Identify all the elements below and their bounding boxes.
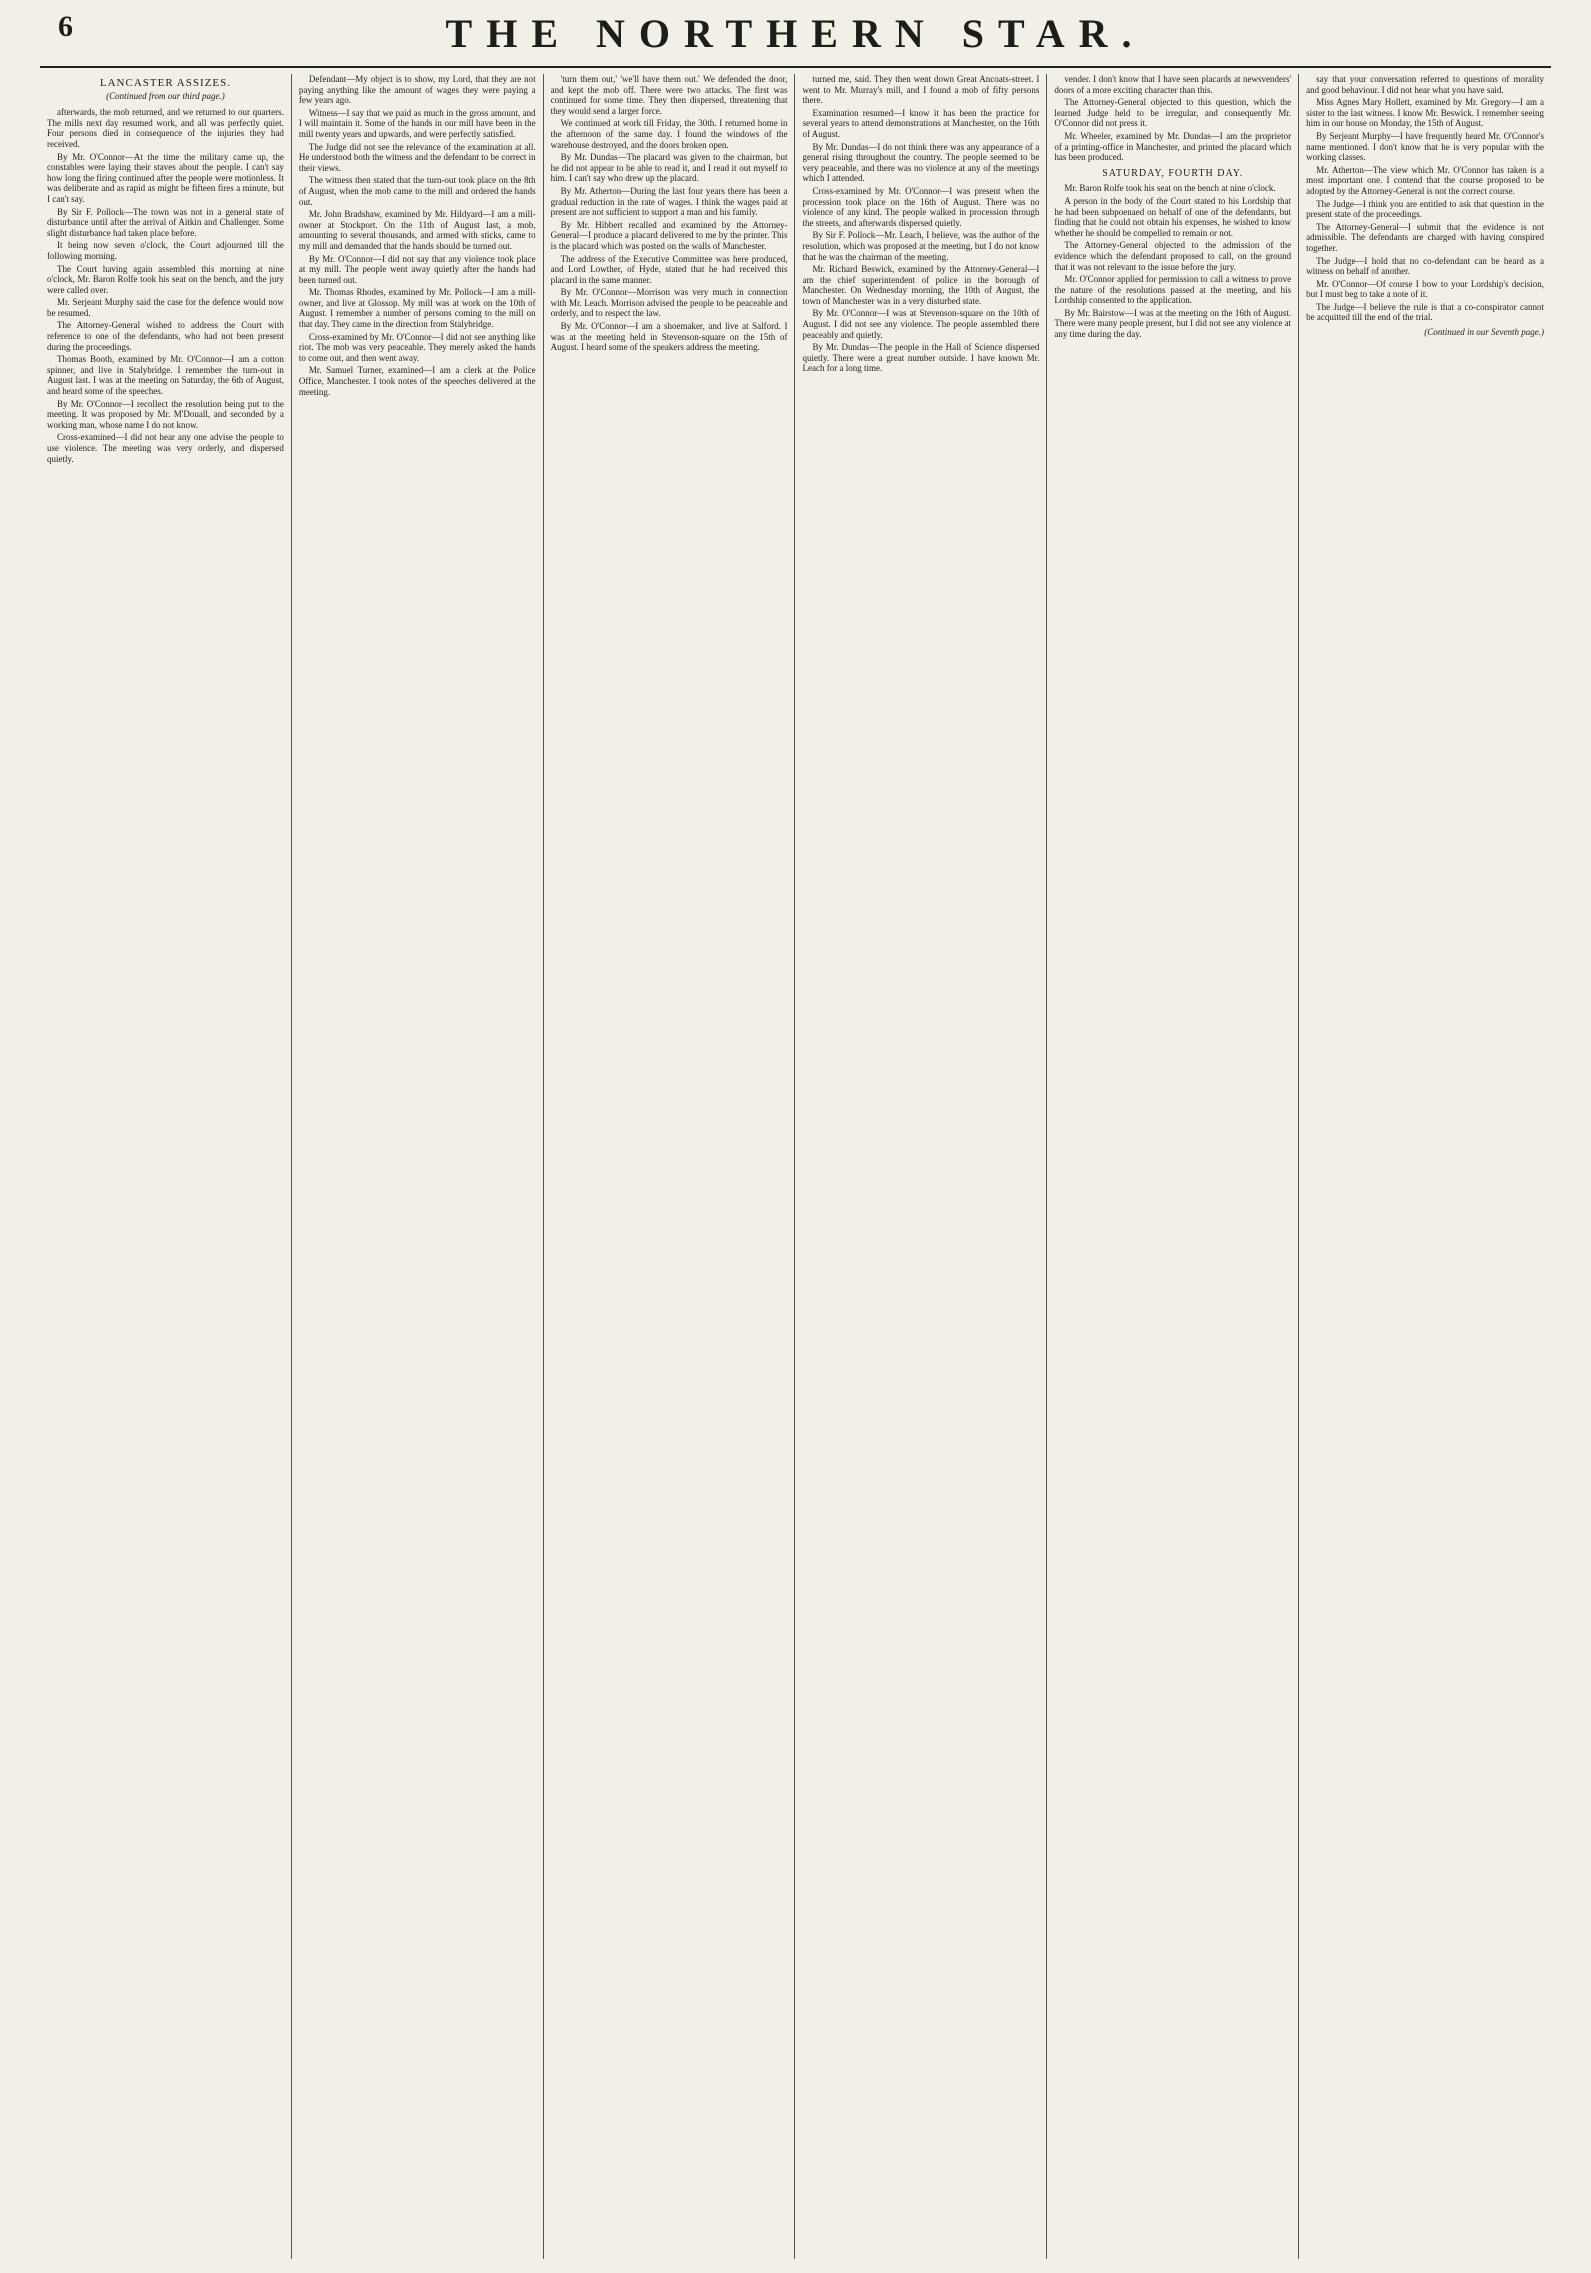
paragraph: By Mr. Dundas—The people in the Hall of Science dispersed quietly. There were a great number outside. I have known Mr. Leach for a long time. — [802, 342, 1040, 374]
article-heading: LANCASTER ASSIZES. — [99, 77, 231, 89]
paragraph: The Judge—I think you are entitled to ask that question in the present state of the proceedings. — [1306, 198, 1544, 220]
column-2 — [292, 74, 544, 2259]
column-5 — [1047, 74, 1299, 2259]
paragraph: By Mr. Dundas—The placard was given to the chairman, but he did not appear to be able to read it, and I read it out myself to him. I can't say who drew up the placard. — [550, 152, 788, 184]
paragraph: Mr. O'Connor—Of course I bow to your Lordship's decision, but I must beg to take a note of it. — [1306, 278, 1544, 300]
paragraph: By Mr. O'Connor—I recollect the resolution being put to the meeting. It was proposed by Mr. M'Douall, and seconded by a working man, whose name I do not know. — [47, 398, 284, 430]
paragraph: By Serjeant Murphy—I have frequently heard Mr. O'Connor's name mentioned. I don't know that he is very popular with the working classes. — [1306, 130, 1544, 163]
paragraph: The Attorney-General—I submit that the evidence is not admissible. The defendants are charged with having conspired together. — [1306, 221, 1544, 253]
paragraph: By Mr. O'Connor—I am a shoemaker, and live at Salford. I was at the meeting held in Stevenson-square on the 15th of August. I heard some of the speakers address the meeting. — [550, 321, 788, 353]
paragraphs — [1306, 74, 1544, 323]
paragraph: Witness—I say that we paid as much in the gross amount, and I will maintain it. Some of the hands in our mill have been in the mill twenty years and upwards, and were perfectly satisfied. — [298, 107, 536, 139]
paragraph: Mr. Serjeant Murphy said the case for the defence would now be resumed. — [47, 297, 284, 318]
paragraph: By Sir F. Pollock—The town was not in a general state of disturbance until after the arrival of Aitkin and Challenger. Some slight disturbance had taken place before. — [47, 206, 284, 238]
paragraph: Mr. John Bradshaw, examined by Mr. Hildyard—I am a mill-owner at Stockport. On the 11th of August last, a mob, amounting to several thousands, and armed with sticks, came to my mill and demanded that the hands should be turned out. — [298, 209, 536, 251]
paragraph: Cross-examined—I did not hear any one advise the people to use violence. The meeting was very orderly, and dispersed quietly. — [47, 432, 284, 464]
paragraph: By Mr. Bairstow—I was at the meeting on the 16th of August. There were many people present, but I did not see any violence at any time during the day. — [1054, 307, 1292, 340]
paragraphs — [551, 74, 788, 353]
paragraph: The Judge—I believe the rule is that a co-conspirator cannot be acquitted till the end of the trial. — [1306, 301, 1544, 323]
paragraph: Cross-examined by Mr. O'Connor—I was present when the procession took place on the 16th of August. There was no violence of any kind. The people walked in procession through the streets, and afterwards dispersed quietly. — [802, 185, 1040, 228]
masthead — [0, 0, 1591, 70]
paragraph: By Mr. O'Connor—I did not say that any violence took place at my mill. The people went away quietly after the hands had been turned out. — [298, 253, 536, 285]
paragraph: The Attorney-General objected to this question, which the learned Judge held to be irregular, and consequently Mr. O'Connor did not press it. — [1054, 97, 1292, 129]
paragraph: Mr. Samuel Turner, examined—I am a clerk at the Police Office, Manchester. I took notes of the speeches delivered at the meeting. — [298, 365, 536, 397]
paragraph: The witness then stated that the turn-out took place on the 8th of August, when the mob came to the mill and ordered the hands out. — [298, 175, 536, 207]
paragraph: The Judge did not see the relevance of the examination at all. He understood both the witness and the defendant to be correct in their views. — [298, 141, 536, 173]
text-columns — [40, 74, 1551, 2259]
paragraph: Mr. Thomas Rhodes, examined by Mr. Pollock—I am a mill-owner, and live at Glossop. My mill was at work on the 10th of August. I remember a number of persons coming to the mill on that day. They came in the direction from Stalybridge. — [298, 287, 536, 330]
continued-note: (Continued in our Seventh page.) — [1424, 327, 1544, 338]
paragraph: A person in the body of the Court stated to his Lordship that he had been subpoenaed on behalf of one of the defendants, but finding that he could not obtain his expenses, he wished to know whether he should be compelled to remain or not. — [1054, 195, 1292, 238]
paragraph: The Attorney-General wished to address the Court with reference to one of the defendants, who had not been present during the proceedings. — [47, 320, 284, 352]
paragraph: Defendant—My object is to show, my Lord, that they are not paying anything like the amount of wages they were paying a few years ago. — [298, 74, 536, 106]
paragraph: Cross-examined by Mr. O'Connor—I did not see anything like riot. The mob was very peaceable. They merely asked the hands to come out, and then went away. — [298, 331, 536, 363]
masthead-rule — [40, 66, 1551, 68]
newspaper-title: THE NORTHERN STAR. — [445, 11, 1146, 56]
column-4 — [795, 74, 1047, 2259]
column-3 — [544, 74, 796, 2259]
paragraph: Mr. O'Connor applied for permission to call a witness to prove the nature of the resolutions passed at the meeting, and his Lordship consented to the application. — [1054, 274, 1292, 306]
paragraph: By Mr. Atherton—During the last four years there has been a gradual reduction in the rate of wages. I think the wages paid at present are not sufficient to support a man and his family. — [550, 185, 788, 218]
column-6 — [1299, 74, 1551, 2259]
paragraph: By Mr. O'Connor—At the time the military came up, the constables were laying their staves about the people. I can't say how long the firing continued after the people were motionless. It was deliberate and as rapid as might be fifteen fires a minute, but I can't say. — [47, 151, 284, 204]
paragraphs — [47, 107, 284, 464]
paragraph: By Mr. Dundas—I do not think there was any appearance of a general rising throughout the country. The people seemed to be very peaceable, and there was no violence at any of the meetings which I attended. — [802, 141, 1040, 184]
paragraph: Miss Agnes Mary Hollett, examined by Mr. Gregory—I am a sister to the last witness. I know Mr. Beswick. I remember seeing him in our house on Monday, the 15th of August. — [1306, 97, 1544, 129]
paragraph: Mr. Atherton—The view which Mr. O'Connor has taken is a most important one. I contend that the course proposed to be adopted by the Attorney-General is not the correct course. — [1306, 164, 1544, 196]
paragraph: The Judge—I hold that no co-defendant can be heard as a witness on behalf of another. — [1306, 255, 1544, 277]
paragraph: afterwards, the mob returned, and we returned to our quarters. The mills next day resumed work, and all was perfectly quiet. Four persons died in consequence of the injuries they had received. — [47, 107, 284, 149]
paragraph: say that your conversation referred to questions of morality and good behaviour. I did not hear what you have said. — [1306, 74, 1544, 95]
paragraph: By Mr. Hibbert recalled and examined by the Attorney-General—I produce a placard delivered to me by the printer. This is the placard which was posted on the walls of Manchester. — [550, 219, 788, 251]
paragraph: We continued at work till Friday, the 30th. I returned home in the afternoon of the same day. I found the windows of the warehouse destroyed, and the doors broken open. — [550, 118, 788, 150]
paragraphs — [299, 74, 536, 397]
paragraph: It being now seven o'clock, the Court adjourned till the following morning. — [47, 240, 284, 261]
paragraph: 'turn them out,' 'we'll have them out.' We defended the door, and kept the mob off. There were two attacks. The first was continued for some time. They then dispersed, threatening that they would send a larger force. — [550, 74, 788, 116]
paragraph: Mr. Wheeler, examined by Mr. Dundas—I am the proprietor of a printing-office in Manchester, and printed the placard which has been produced. — [1054, 130, 1292, 163]
paragraphs — [802, 74, 1039, 374]
paragraph: By Mr. O'Connor—Morrison was very much in connection with Mr. Leach. Morrison advised the people to be peaceable and orderly, and to respect the law. — [550, 287, 788, 319]
section-subhead: SATURDAY, FOURTH DAY. — [1102, 167, 1244, 179]
paragraph: Thomas Booth, examined by Mr. O'Connor—I am a cotton spinner, and live in Stalybridge. I remember the turn-out in August last. I was at the meeting on Saturday, the 6th of August, and heard some of the speeches. — [47, 354, 284, 397]
paragraph: By Mr. O'Connor—I was at Stevenson-square on the 10th of August. I did not see any violence. The people assembled there peaceably and quietly. — [802, 308, 1040, 340]
paragraph: Mr. Baron Rolfe took his seat on the bench at nine o'clock. — [1064, 183, 1276, 194]
paragraph: vender. I don't know that I have seen placards at newsvenders' doors of a more exciting character than this. — [1054, 74, 1292, 95]
paragraph: The address of the Executive Committee was here produced, and Lord Lowther, of Hyde, stated that he had received this placard in the same manner. — [550, 253, 788, 285]
paragraph: The Court having again assembled this morning at nine o'clock, Mr. Baron Rolfe took his seat on the bench, and the jury were called over. — [47, 263, 284, 295]
paragraph: The Attorney-General objected to the admission of the evidence which the defendant proposed to call, on the ground that it was not relevant to the issue before the jury. — [1054, 240, 1292, 272]
article-continuation-note: (Continued from our third page.) — [106, 90, 225, 101]
paragraph: Mr. Richard Beswick, examined by the Attorney-General—I am the chief superintendent of police in the borough of Manchester. On Wednesday morning, the 10th of August, the town of Manchester was in a very disturbed state. — [802, 264, 1040, 306]
paragraph: By Sir F. Pollock—Mr. Leach, I believe, was the author of the resolution, which was proposed at the meeting, but I do not know that he was the chairman of the meeting. — [802, 230, 1040, 262]
column-1 — [40, 74, 292, 2259]
paragraph: Examination resumed—I know it has been the practice for several years to attend demonstrations at Manchester, on the 16th of August. — [802, 107, 1040, 139]
paragraphs — [1054, 74, 1291, 340]
paragraph: turned me, said. They then went down Great Ancoats-street. I went to Mr. Murray's mill, and I found a mob of fifty persons there. — [802, 74, 1040, 106]
page-number: 6 — [58, 10, 73, 43]
